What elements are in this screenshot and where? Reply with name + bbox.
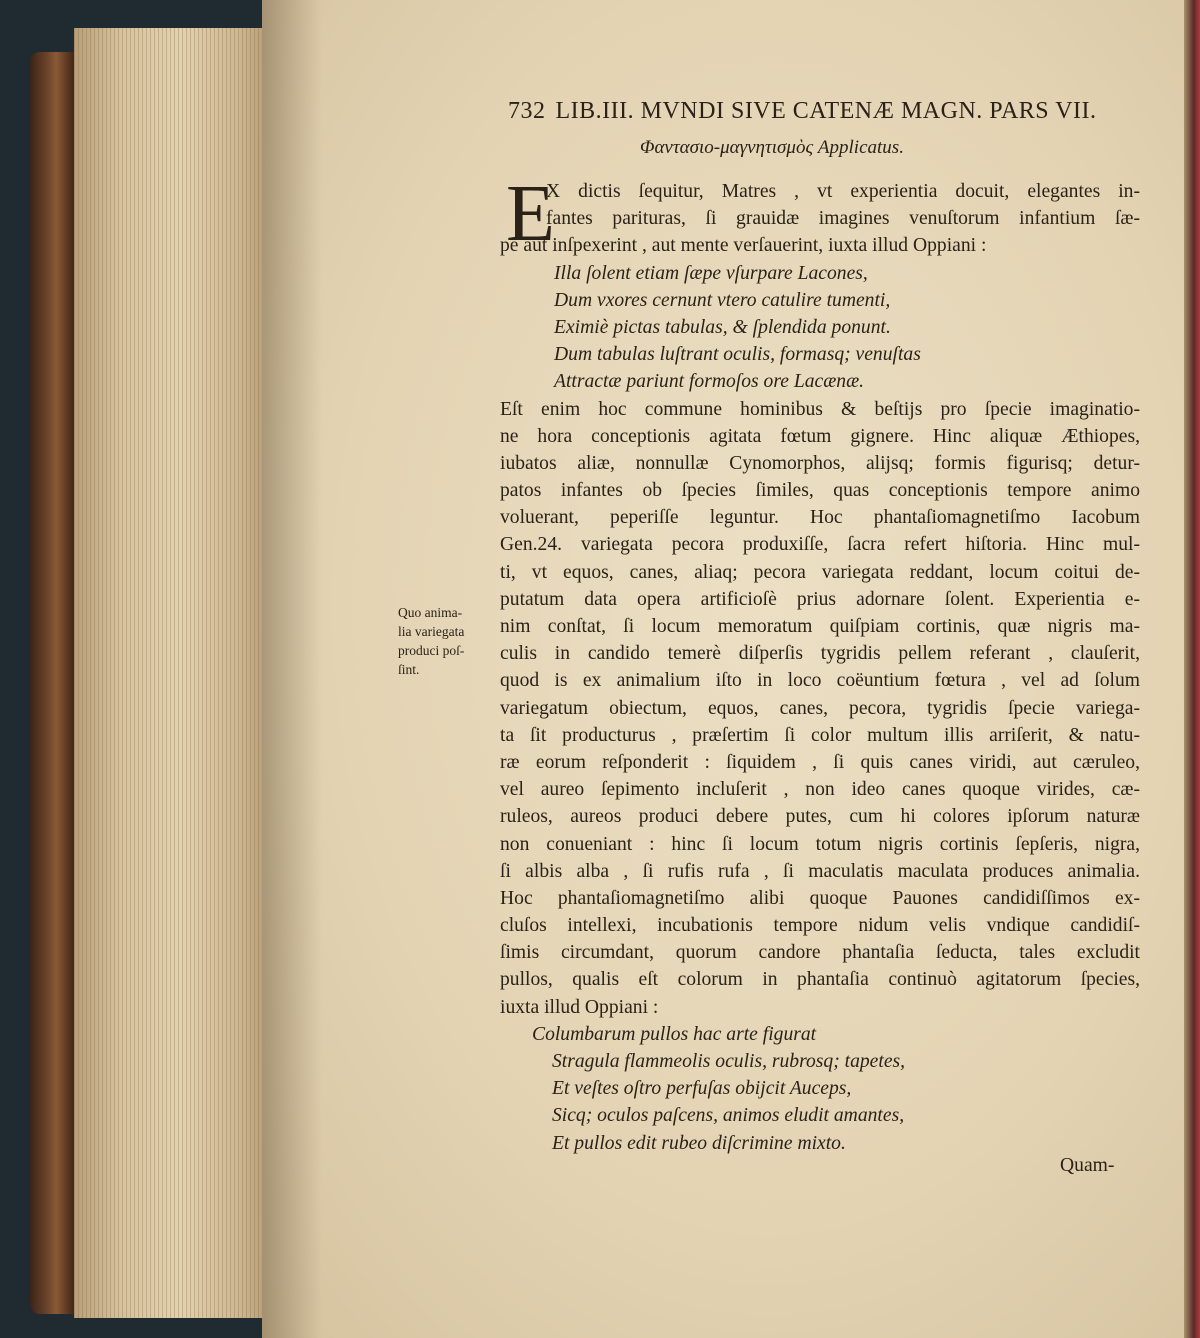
verse-line: Columbarum pullos hac arte figurat (532, 1023, 817, 1045)
running-header (508, 98, 1118, 138)
text-line: iubatos aliæ, nonnullæ Cynomorphos, alijsq; formis figurisq; detur- (500, 452, 1140, 474)
verse-line: Stragula flammeolis oculis, rubrosq; tapetes, (552, 1051, 906, 1072)
section-subtitle: Φαντασιο-μαγνητισμὸς Applicatus. (640, 137, 904, 158)
verse-line: Illa ſolent etiam ſæpe vſurpare Lacones, (554, 262, 868, 284)
right-page-edge (1184, 0, 1200, 1338)
text-line: ti, vt equos, canes, aliaq; pecora variegata reddant, locum coitui de- (500, 561, 1140, 583)
text-line: non conueniant : hinc ſi locum totum nigris cortinis ſepſeris, nigra, (500, 833, 1140, 855)
text-line: X dictis ſequitur, Matres , vt experientia docuit, elegantes in- (546, 181, 1140, 202)
text-line: voluerant, peperiſſe leguntur. Hoc phantaſiomagnetiſmo Iacobum (500, 507, 1140, 529)
text-line: patos infantes ob ſpecies ſimiles, quas conceptionis tempore animo (500, 480, 1140, 502)
text-line: Gen.24. variegata pecora produxiſſe, ſacra refert hiſtoria. Hinc mul- (500, 534, 1140, 556)
text-line: Eſt enim hoc commune hominibus & beſtijs pro ſpecie imaginatio- (500, 398, 1140, 420)
text-line: ta ſit producturus , præſertim ſi color multum illis arriſerit, & natu- (500, 724, 1140, 746)
text-line: vel aureo ſepimento incluſerit , non ideo canes quoque virides, cæ- (500, 779, 1140, 801)
verse-line: Sicq; oculos paſcens, animos eludit amantes, (552, 1105, 905, 1127)
margin-note-line: produci poſ- (398, 643, 465, 658)
margin-note-line: ſint. (398, 662, 420, 677)
catchword: Quam- (1060, 1155, 1115, 1176)
verse-line: Attractæ pariunt formoſos ore Lacænæ. (554, 371, 865, 393)
verse-line: Dum vxores cernunt vtero catulire tumenti, (554, 289, 891, 311)
text-line: iuxta illud Oppiani : (500, 996, 659, 1018)
text-line: ruleos, aureos produci debere putes, cum hi colores ipſorum naturæ (500, 806, 1140, 828)
text-line: pe aut inſpexerint , aut mente verſauerint, iuxta illud Oppiani : (500, 235, 987, 257)
text-line: Hoc phantaſiomagnetiſmo alibi quoque Pauones candidiſſimos ex- (500, 887, 1140, 909)
verse-line: Et veſtes oſtro perfuſas obijcit Auceps, (552, 1078, 852, 1100)
text-line: quod is ex animalium iſto in loco coëuntium fœtura , vel ad ſolum (500, 670, 1140, 692)
gutter-shadow (262, 0, 322, 1338)
margin-note-line: lia variegata (398, 624, 465, 639)
text-line: ſi albis alba , ſi rufis rufa , ſi maculatis maculata produces animalia. (500, 860, 1140, 882)
drop-capital: E (506, 170, 555, 258)
verse-line: Dum tabulas luſtrant oculis, formasq; venuſtas (554, 344, 921, 366)
text-line: putatum data opera artificioſè prius adornare ſolent. Experientia e- (500, 588, 1140, 610)
text-line: nim conſtat, ſi locum memoratum quiſpiam cortinis, quæ nigris ma- (500, 616, 1140, 637)
book-binding (30, 52, 78, 1314)
text-line: fantes parituras, ſi grauidæ imagines venuſtorum infantium ſæ- (546, 208, 1140, 230)
text-line: variegatum obiectum, equos, canes, pecora, tygridis ſpecie variega- (500, 697, 1140, 719)
text-line: culis in candido temerè diſperſis tygridis pellem referant , clauſerit, (500, 643, 1140, 665)
text-line: ne hora conceptionis agitata fœtum gignere. Hinc aliquæ Æthiopes, (500, 425, 1140, 447)
page-number: 732 (508, 98, 546, 124)
text-line: pullos, qualis eſt colorum in phantaſia continuò agitatorum ſpecies, (500, 969, 1140, 991)
text-line: cluſos intellexi, incubationis tempore nidum velis vndique candidiſ- (500, 915, 1140, 937)
margin-note (398, 603, 498, 679)
running-title: LIB.III. MVNDI SIVE CATENÆ MAGN. PARS VII. (555, 98, 1097, 124)
text-line: ræ eorum reſponderit : ſiquidem , ſi quis canes viridi, aut cæruleo, (500, 751, 1140, 773)
text-line: ſimis circumdant, quorum candore phantaſia ſeducta, tales excludit (500, 942, 1140, 964)
margin-note-line: Quo anima- (398, 605, 463, 620)
page-edges (74, 28, 270, 1318)
verse-line: Et pullos edit rubeo diſcrimine mixto. (552, 1132, 846, 1154)
body-text (500, 170, 1140, 1157)
verse-line: Eximiè pictas tabulas, & ſplendida ponunt. (554, 316, 891, 338)
